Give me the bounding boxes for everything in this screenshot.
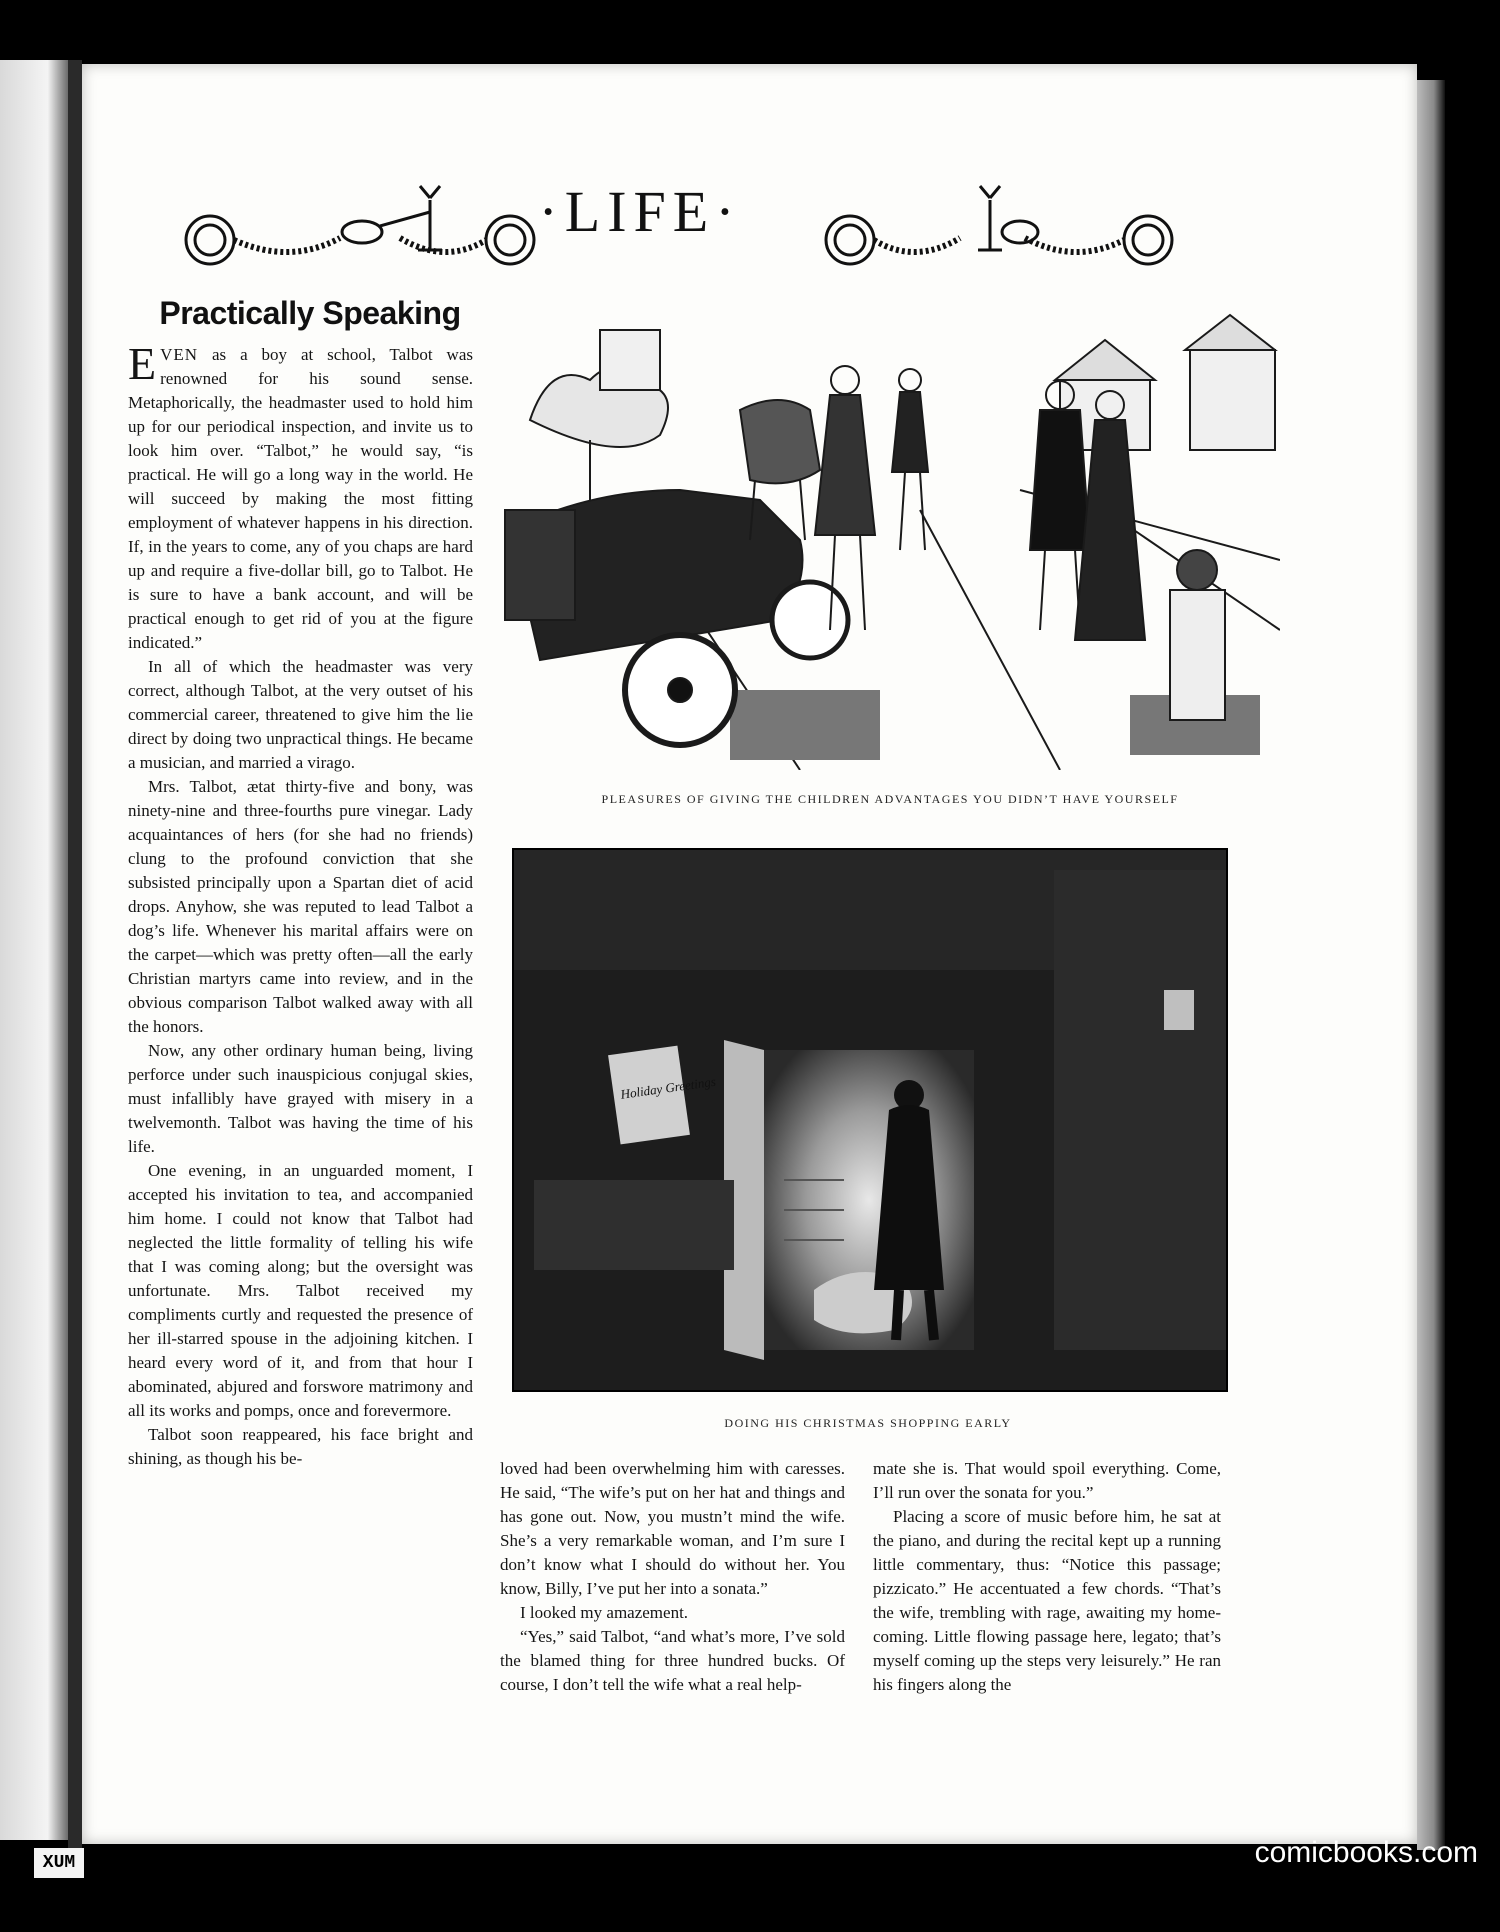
article-paragraph: One evening, in an unguarded moment, I accepted his invitation to tea, and accompanied him home. I could not know that Talbot had neglected the little formality of telling his wife that I was coming along; but the oversight was unfortunate. Mrs. Talbot received my compliments curtly and requested the presence of her ill-starred spouse in the adjoining kitchen. I heard every word of it, and from that hour I abominated, abjured and forswore matrimony and all its works and pomps, once and forevermore.	[128, 1161, 473, 1420]
folio-label: XUM	[34, 1848, 84, 1878]
illustration-street-scene	[500, 300, 1280, 770]
article-paragraph: mate she is. That would spoil everything. Come, I’ll run over the sonata for you.”	[873, 1459, 1221, 1502]
masthead	[100, 140, 1180, 270]
opening-text: as a boy at school, Talbot was renowned for his sound sense. Metaphorically, the headmaster used to hold him up for our periodical inspection, and invite us to look him over. “Talbot,” he would say, “is practical. He will go a long way in the world. He will succeed by making the most fitting employment of whatever happens in his direction. If, in the years to come, any of you chaps are hard up and require a five-dollar bill, go to Talbot. He is sure to have a bank account, and will be practical enough to get rid of you at the figure indicated.”	[128, 345, 473, 652]
article-paragraph: In all of which the headmaster was very correct, although Talbot, at the very outset of his commercial career, threatened to give him the lie direct by doing two unpractical things. He became a musician, and married a virago.	[128, 657, 473, 772]
christmas-shopping-drawing	[514, 850, 1226, 1390]
article-paragraph: loved had been overwhelming him with caresses. He said, “The wife’s put on her hat and things and has gone out. Now, you mustn’t mind the wife. She’s a very remarkable woman, and I’m sure I don’t know what I should do without her. You know, Billy, I’ve put her into a sonata.”	[500, 1459, 845, 1598]
article-paragraph: Talbot soon reappeared, his face bright and shining, as though his be-	[128, 1425, 473, 1468]
opening-word: VEN	[160, 345, 199, 364]
masthead-title: ·LIFE·	[538, 179, 742, 244]
article-paragraph: I looked my amazement.	[520, 1603, 689, 1622]
article-column-3	[873, 1457, 1221, 1697]
article-paragraph: Mrs. Talbot, ætat thirty-five and bony, was ninety-nine and three-fourths pure vinegar. Lady acquaintances of hers (for she had no friends) clung to the profound conviction that she subsisted principally upon a Spartan diet of acid drops. Anyhow, she was reputed to lead Talbot a dog’s life. Whenever his marital affairs were on the carpet—which was pretty often—all the early Christian martyrs came into review, and in the obvious comparison Talbot walked away with all the honors.	[128, 777, 473, 1036]
illustration-christmas-shopping	[512, 848, 1228, 1392]
article-paragraph: Placing a score of music before him, he sat at the piano, and during the recital kept up a running little commentary, thus: “Notice this passage; pizzicato.” He accentuated a few chords. “That’s the wife, trembling with rage, awaiting my home-coming. Little flowing passage here, legato; that’s myself coming up the steps very leisurely.” He ran his fingers along the	[873, 1507, 1221, 1694]
watermark: comicbooks.com	[1254, 1836, 1478, 1869]
street-scene-drawing	[500, 300, 1280, 770]
bottom-illustration-caption: DOING HIS CHRISTMAS SHOPPING EARLY	[724, 1416, 1012, 1430]
left-page-edge	[0, 60, 68, 1840]
top-illustration-caption: PLEASURES OF GIVING THE CHILDREN ADVANTAGES YOU DIDN’T HAVE YOURSELF	[601, 792, 1179, 806]
drop-cap: E	[128, 338, 157, 389]
article-column-2	[500, 1457, 845, 1697]
article-paragraph: Now, any other ordinary human being, living perforce under such inauspicious conjugal skies, must infallibly have grayed with misery in a twelvemonth. Talbot was having the time of his life.	[128, 1041, 473, 1156]
holiday-sign-text: Holiday Greetings	[619, 1073, 717, 1102]
article-title: Practically Speaking	[159, 295, 461, 331]
book-spine	[68, 60, 82, 1850]
right-page-edge	[1417, 80, 1445, 1850]
article-opening-paragraph	[128, 338, 473, 655]
article-column-1	[128, 338, 473, 1471]
article-paragraph: “Yes,” said Talbot, “and what’s more, I’ve sold the blamed thing for three hundred bucks. Of course, I don’t tell the wife what a real help-	[500, 1627, 845, 1694]
